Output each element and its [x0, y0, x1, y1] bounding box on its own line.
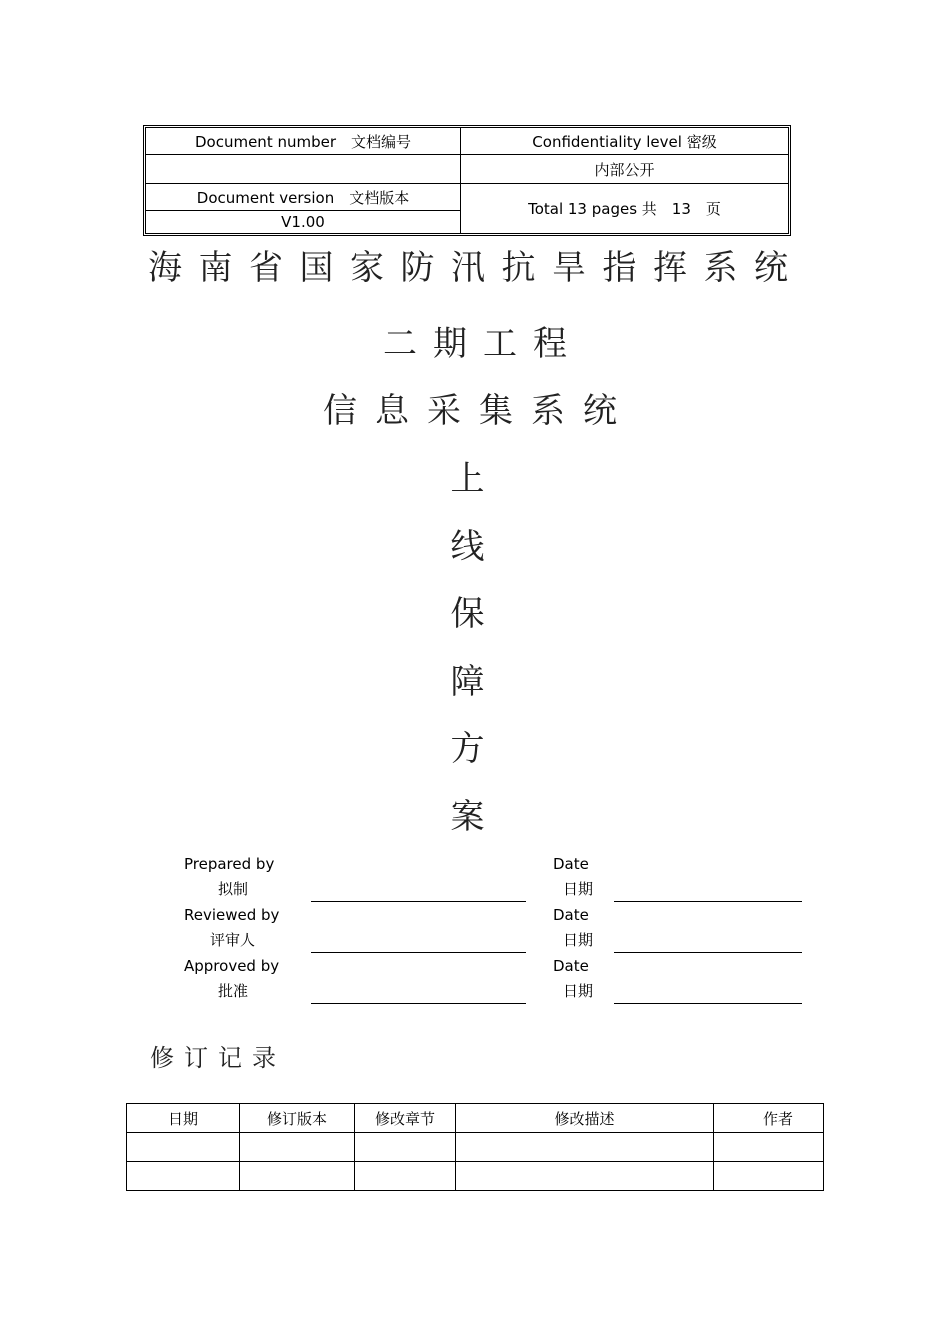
revision-table [126, 1103, 824, 1191]
title-char: 统 [754, 248, 788, 288]
date-zh: 日期 [563, 982, 594, 1000]
col-header-author: 作者 [714, 1104, 824, 1133]
approved-by-en: Approved by [184, 957, 280, 975]
col-header-date: 日期 [127, 1104, 240, 1133]
title-char: 旱 [552, 248, 586, 288]
table-cell[interactable] [456, 1162, 714, 1191]
approved-by-label [184, 954, 279, 1004]
reviewed-date-line[interactable] [614, 952, 802, 953]
col-header-section: 修改章节 [355, 1104, 456, 1133]
title-line-2: 二期工程 [383, 324, 583, 364]
title-char: 汛 [451, 248, 485, 288]
reviewed-date-label [553, 903, 593, 953]
title-line-3: 信息采集系统 [323, 391, 635, 431]
date-zh: 日期 [563, 880, 594, 898]
approved-by-zh: 批准 [218, 982, 249, 1000]
date-zh: 日期 [563, 931, 594, 949]
approved-date-line[interactable] [614, 1003, 802, 1004]
col-header-version: 修订版本 [240, 1104, 355, 1133]
table-cell[interactable] [456, 1133, 714, 1162]
confidentiality-value: 内部公开 [594, 160, 655, 179]
col-header-description: 修改描述 [456, 1104, 714, 1133]
prepared-by-zh: 拟制 [218, 880, 249, 898]
prepared-date-line[interactable] [614, 901, 802, 902]
title-char: 防 [400, 248, 435, 288]
title-char: 国 [299, 248, 334, 288]
title-line-1 [148, 240, 788, 289]
title-vertical-char: 案 [450, 797, 485, 837]
title-char: 省 [249, 248, 283, 288]
approved-by-signature-line[interactable] [311, 1003, 526, 1004]
reviewed-by-zh: 评审人 [210, 931, 256, 949]
table-row [127, 1133, 824, 1162]
table-cell[interactable] [127, 1133, 240, 1162]
prepared-date-label [553, 852, 593, 902]
title-char: 挥 [653, 248, 687, 288]
reviewed-by-en: Reviewed by [184, 906, 280, 924]
prepared-by-label [184, 852, 274, 902]
title-vertical-char: 方 [450, 729, 485, 769]
prepared-by-signature-line[interactable] [311, 901, 526, 902]
prepared-by-en: Prepared by [184, 855, 275, 873]
reviewed-by-label [184, 903, 279, 953]
document-info-table [143, 125, 791, 236]
approved-date-label [553, 954, 593, 1004]
date-en: Date [553, 957, 589, 975]
revision-record-heading: 修订记录 [150, 1044, 286, 1072]
table-cell[interactable] [355, 1133, 456, 1162]
title-vertical-char: 障 [450, 662, 485, 702]
table-cell[interactable] [714, 1162, 824, 1191]
title-char: 抗 [501, 248, 536, 288]
title-char: 海 [148, 248, 182, 288]
confidentiality-label: Confidentiality level 密级 [532, 132, 717, 151]
doc-number-value [146, 155, 460, 183]
title-char: 系 [703, 248, 738, 288]
table-cell[interactable] [240, 1162, 355, 1191]
table-row [127, 1162, 824, 1191]
table-cell[interactable] [127, 1162, 240, 1191]
title-char: 指 [602, 248, 637, 288]
title-vertical-char: 上 [450, 459, 485, 499]
date-en: Date [553, 855, 589, 873]
date-en: Date [553, 906, 589, 924]
title-char: 家 [350, 248, 384, 288]
doc-number-label: Document number 文档编号 [194, 132, 412, 151]
reviewed-by-signature-line[interactable] [311, 952, 526, 953]
doc-version-value: V1.00 [281, 213, 325, 231]
table-cell[interactable] [240, 1133, 355, 1162]
revision-header-row [127, 1104, 824, 1133]
total-pages: Total 13 pages 共 13 页 [528, 200, 721, 218]
table-cell[interactable] [355, 1162, 456, 1191]
table-cell[interactable] [714, 1133, 824, 1162]
title-vertical-char: 线 [450, 527, 485, 567]
title-vertical-char: 保 [450, 594, 485, 634]
doc-version-label: Document version 文档版本 [196, 188, 410, 207]
title-char: 南 [198, 248, 233, 288]
